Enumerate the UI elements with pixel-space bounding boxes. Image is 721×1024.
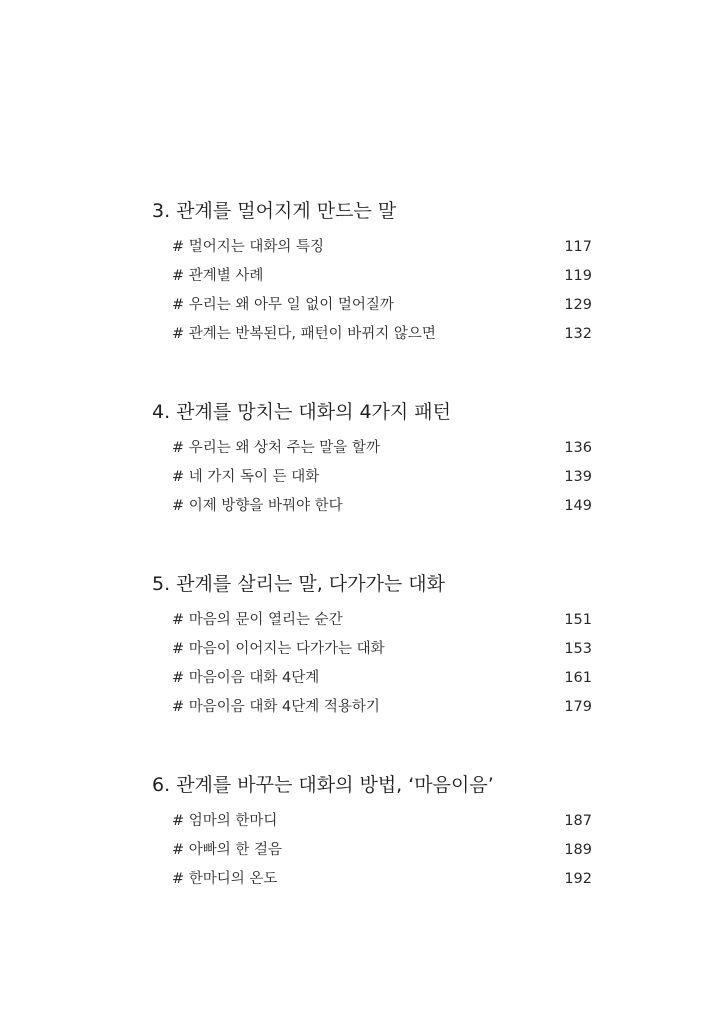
toc-entry <box>152 693 592 722</box>
chapter-title: 6. 관계를 바꾸는 대화의 방법, ‘마음이음’ <box>152 774 494 796</box>
entry-page-number: 192 <box>564 871 592 887</box>
chapter-5 <box>152 572 592 722</box>
chapter-spacer <box>152 349 592 400</box>
entry-page-number: 117 <box>564 239 592 255</box>
toc-entry <box>152 865 592 894</box>
entry-label: # 네 가지 독이 든 대화 <box>172 469 320 485</box>
entry-page-number: 132 <box>564 326 592 342</box>
entry-label: # 마음의 문이 열리는 순간 <box>172 612 343 628</box>
entry-label: # 우리는 왜 아무 일 없이 멀어질까 <box>172 297 394 313</box>
toc-entry <box>152 836 592 865</box>
entry-label: # 마음이음 대화 4단계 <box>172 670 320 686</box>
entry-page-number: 187 <box>564 813 592 829</box>
entry-page-number: 119 <box>564 268 592 284</box>
entry-page-number: 139 <box>564 469 592 485</box>
chapter-spacer <box>152 521 592 572</box>
entry-label: # 우리는 왜 상처 주는 말을 할까 <box>172 440 380 456</box>
entry-label: # 이제 방향을 바꿔야 한다 <box>172 498 343 514</box>
toc-entry <box>152 635 592 664</box>
chapter-title: 5. 관계를 살리는 말, 다가가는 대화 <box>152 573 445 595</box>
entry-page-number: 151 <box>564 612 592 628</box>
entry-page-number: 136 <box>564 440 592 456</box>
chapter-3 <box>152 199 592 349</box>
chapter-title: 3. 관계를 멀어지게 만드는 말 <box>152 200 397 222</box>
chapter-title: 4. 관계를 망치는 대화의 4가지 패턴 <box>152 401 452 423</box>
table-of-contents <box>152 199 592 894</box>
chapter-spacer <box>152 722 592 773</box>
toc-entry <box>152 807 592 836</box>
toc-entry <box>152 606 592 635</box>
toc-entry <box>152 291 592 320</box>
entry-label: # 마음이 이어지는 다가가는 대화 <box>172 641 385 657</box>
entry-page-number: 179 <box>564 699 592 715</box>
entry-label: # 멀어지는 대화의 특징 <box>172 239 325 255</box>
entry-page-number: 149 <box>564 498 592 514</box>
entry-page-number: 189 <box>564 842 592 858</box>
entry-label: # 관계는 반복된다, 패턴이 바뀌지 않으면 <box>172 326 436 342</box>
entry-label: # 한마디의 온도 <box>172 871 278 887</box>
toc-entry <box>152 463 592 492</box>
entry-page-number: 161 <box>564 670 592 686</box>
toc-entry <box>152 320 592 349</box>
chapter-4 <box>152 400 592 521</box>
entry-label: # 엄마의 한마디 <box>172 813 278 829</box>
entry-page-number: 153 <box>564 641 592 657</box>
toc-entry <box>152 434 592 463</box>
toc-entry <box>152 262 592 291</box>
entry-label: # 마음이음 대화 4단계 적용하기 <box>172 699 380 715</box>
entry-label: # 아빠의 한 걸음 <box>172 842 283 858</box>
toc-entry <box>152 233 592 262</box>
toc-entry <box>152 492 592 521</box>
toc-entry <box>152 664 592 693</box>
entry-page-number: 129 <box>564 297 592 313</box>
chapter-6 <box>152 773 592 894</box>
entry-label: # 관계별 사례 <box>172 268 264 284</box>
